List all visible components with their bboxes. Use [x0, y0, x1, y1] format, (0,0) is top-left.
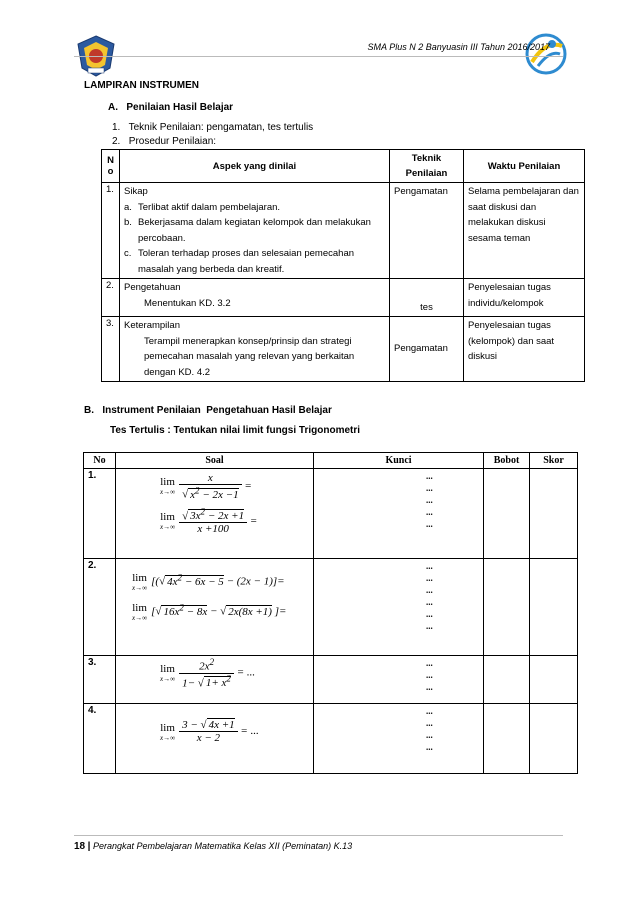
question-1-formula: lim x→∞ $\frac{x}{√ x^2 - 2x -1}$ = lim x→∞ $\frac{√ 3x^2 - 2x +1}{x +100}$ = [116, 469, 314, 559]
col-header-waktu: Waktu Penilaian [464, 150, 585, 183]
page-number: 18 [74, 841, 86, 852]
table-row: 3. lim x→∞ $\frac{2x^2}{1- √ 1+ x^2}$ = ... ... ... ... [84, 656, 578, 704]
table-row: 1. Sikap a. Terlibat aktif dalam pembelajaran. b. Bekerjasama dalam kegiatan kelompok dan melakukan percobaan. c. Toleran terhadap proses dan selesaian pemecahan masalah yang berbeda dan kreatif. Pengamatan Selama pembelajaran dan saat diskusi dan melakukan diskusi sesama teman [102, 183, 585, 279]
school-logo-right-icon [524, 32, 568, 76]
table-row: 3. Keterampilan Terampil menerapkan konsep/prinsip dan strategi pemecahan masalah yang relevan yang berkaitan dengan KD. 4.2 Pengamatan Penyelesaian tugas (kelompok) dan saat diskusi [102, 317, 585, 382]
assessment-procedure-table [101, 149, 585, 382]
test-items-table [83, 452, 578, 774]
table-row: 1. lim x→∞ $\frac{x}{√ x^2 - 2x -1}$ = lim x→∞ $\frac{√ 3x^2 - 2x +1}{x +100}$ = ... ... ... ... ... [84, 469, 578, 559]
col-header-no: N o [102, 150, 120, 183]
question-2-formula: lim x→∞ [(√ $4x^2 - 6x - 5 - (2x - 1)]=$ lim x→∞ [√ $16x^2 - 8x$ − √ 2x(8x +1) ]= [116, 559, 314, 656]
col-header-soal: Soal [116, 453, 314, 469]
section-a-heading: A. Penilaian Hasil Belajar [108, 102, 234, 113]
col-header-kunci: Kunci [314, 453, 484, 469]
section-a-list [112, 121, 313, 149]
header-text: SMA Plus N 2 Banyuasin III Tahun 2016/2017 [367, 42, 550, 52]
col-header-aspek: Aspek yang dinilai [120, 150, 390, 183]
header-divider [74, 56, 563, 57]
list-item: 1. Teknik Penilaian: pengamatan, tes tertulis [112, 122, 314, 133]
section-b-subtitle: Tes Tertulis : Tentukan nilai limit fungsi Trigonometri [110, 425, 361, 436]
col-header-teknik: Teknik Penilaian [390, 150, 464, 183]
list-item: 2. Prosedur Penilaian: [112, 136, 217, 147]
footer: 18 | Perangkat Pembelajaran Matematika Kelas XII (Peminatan) K.13 [74, 841, 353, 852]
section-b-heading: B. Instrument Penilaian Pengetahuan Hasil Belajar [84, 405, 332, 416]
col-header-no: No [84, 453, 116, 469]
col-header-skor: Skor [530, 453, 578, 469]
question-4-formula: lim x→∞ $\frac{3 - √ 4x +1}{x - 2}$ = ... [116, 704, 314, 774]
footer-divider [74, 835, 563, 836]
page-title: LAMPIRAN INSTRUMEN [84, 80, 199, 91]
table-row: 2. Pengetahuan Menentukan KD. 3.2 tes Penyelesaian tugas individu/kelompok [102, 279, 585, 317]
question-3-formula: lim x→∞ $\frac{2x^2}{1- √ 1+ x^2}$ = ... [116, 656, 314, 704]
col-header-bobot: Bobot [484, 453, 530, 469]
footer-text: Perangkat Pembelajaran Matematika Kelas XII (Peminatan) K.13 [92, 841, 353, 851]
table-row: 2. lim x→∞ [(√ $4x^2 - 6x - 5 - (2x - 1)]=$ lim x→∞ [√ $16x^2 - 8x$ − √ 2x(8x +1) ]= ... ... ... ... ... ... [84, 559, 578, 656]
table-row: 4. lim x→∞ $\frac{3 - √ 4x +1}{x - 2}$ = ... ... ... ... ... [84, 704, 578, 774]
